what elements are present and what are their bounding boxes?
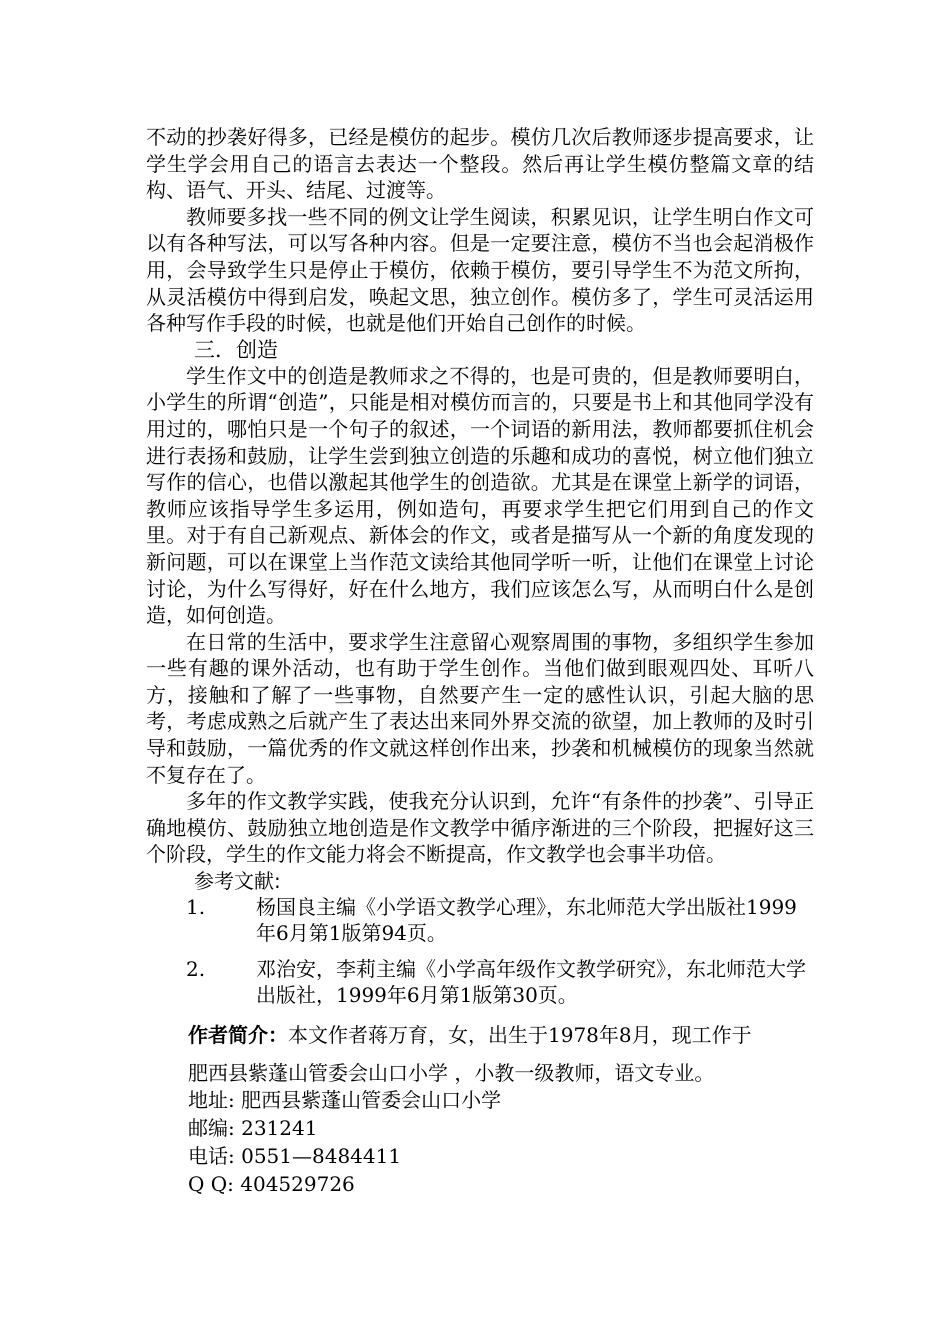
- contact-value: 404529726: [240, 1172, 355, 1197]
- reference-number: 1.: [186, 895, 206, 920]
- contact-address: [146, 1086, 814, 1114]
- contact-value: 肥西县紫蓬山管委会山口小学: [241, 1088, 502, 1113]
- references-title-colon: :: [274, 869, 281, 894]
- author-intro-label: 作者简介：: [188, 1023, 288, 1048]
- paragraph-imitation-examples: 教师要多找一些不同的例文让学生阅读，积累见识，让学生明白作文可以有各种写法，可以写各种内容。但是一定要注意，模仿不当也会起消极作用，会导致学生只是停止于模仿，依赖于模仿，要引导学生不为范文所拘，从灵活模仿中得到启发，唤起文思，独立创作。模仿多了，学生可灵活运用各种写作手段的时候，也就是他们开始自己创作的时候。: [146, 204, 814, 336]
- contact-value: 0551—8484411: [241, 1144, 402, 1169]
- author-intro-text: 本文作者蒋万育，女，出生于1978年8月，现工作于: [288, 1023, 752, 1048]
- contact-qq: [146, 1170, 814, 1198]
- section-heading-creation: 三．创造: [194, 337, 278, 362]
- document-page: [146, 124, 814, 1198]
- paragraph-conclusion: 多年的作文教学实践，使我充分认识到，允许“有条件的抄袭”、引导正确地模仿、鼓励独立地创造是作文教学中循序渐进的三个阶段，把握好这三个阶段，学生的作文能力将会不断提高，作文教学也会事半功倍。: [146, 789, 814, 867]
- contact-label: Q Q:: [188, 1172, 234, 1197]
- references-title: [146, 868, 814, 894]
- contact-value: 231241: [241, 1116, 318, 1141]
- contact-label: 电话:: [188, 1144, 235, 1169]
- paragraph-imitation-continued: 不动的抄袭好得多，已经是模仿的起步。模仿几次后教师逐步提高要求，让学生学会用自己的语言去表达一个整段。然后再让学生模仿整篇文章的结构、语气、开头、结尾、过渡等。: [146, 125, 814, 203]
- paragraph-creation-1: 学生作文中的创造是教师求之不得的，也是可贵的，但是教师要明白，小学生的所谓“创造”，只能是相对模仿而言的，只要是书上和其他同学没有用过的，哪怕只是一个句子的叙述，一个词语的新用法，教师都要抓住机会进行表扬和鼓励，让学生尝到独立创造的乐趣和成功的喜悦，树立他们独立写作的信心，也借以激起其他学生的创造欲。尤其是在课堂上新学的词语，教师应该指导学生多运用，例如造句，再要求学生把它们用到自己的作文里。对于有自己新观点、新体会的作文，或者是描写从一个新的角度发现的新问题，可以在课堂上当作范文读给其他同学听一听，让他们在课堂上讨论讨论，为什么写得好，好在什么地方，我们应该怎么写，从而明白什么是创造，如何创造。: [146, 363, 814, 628]
- contact-postcode: [146, 1114, 814, 1142]
- contact-label: 地址:: [188, 1088, 235, 1113]
- reference-text: 杨国良主编《小学语文教学心理》，东北师范大学出版社1999年6月第1版第94页。: [256, 895, 797, 946]
- paragraph-creation-2: 在日常的生活中，要求学生注意留心观察周围的事物，多组织学生参加一些有趣的课外活动，也有助于学生创作。当他们做到眼观四处、耳听八方，接触和了解了一些事物，自然要产生一定的感性认识，引起大脑的思考，考虑成熟之后就产生了表达出来同外界交流的欲望，加上教师的及时引导和鼓励，一篇优秀的作文就这样创作出来，抄袭和机械模仿的现象当然就不复存在了。: [146, 629, 814, 787]
- reference-number: 2.: [186, 957, 206, 982]
- contact-phone: [146, 1142, 814, 1170]
- contact-label: 邮编:: [188, 1116, 235, 1141]
- references-title-text: 参考文献: [194, 869, 274, 894]
- reference-item: [146, 956, 814, 1008]
- author-intro-continued: 肥西县紫蓬山管委会山口小学 ，小教一级教师，语文专业。: [188, 1061, 715, 1086]
- reference-text: 邓治安，李莉主编《小学高年级作文教学研究》，东北师范大学出版社，1999年6月第1版第30页。: [256, 957, 806, 1008]
- author-intro: [146, 1022, 814, 1048]
- reference-item: [146, 894, 814, 946]
